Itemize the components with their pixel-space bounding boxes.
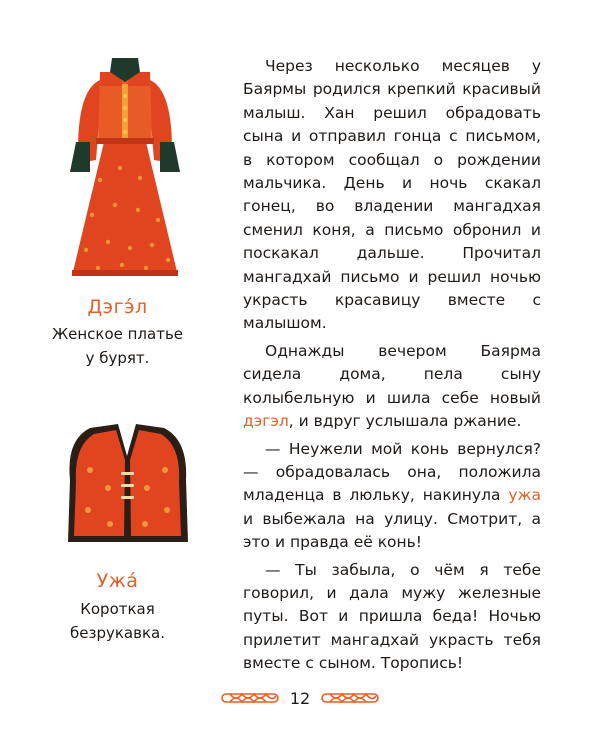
dress-illustration	[60, 50, 190, 282]
glossary-term-degel: Дэгэ́л	[87, 296, 148, 318]
glossary-sidebar	[0, 0, 235, 680]
glossary-definition-degel	[0, 322, 235, 370]
glossary-definition-uzha	[0, 597, 235, 645]
glossary-term-uzha: Ужа́	[96, 570, 139, 592]
text-run: и выбежала на улицу. Смотрит, а это и правда её конь!	[243, 509, 541, 552]
knot-ornament-icon	[320, 691, 380, 705]
paragraph	[243, 340, 541, 434]
definition-line: у бурят.	[85, 349, 150, 367]
paragraph: — Ты забыла, о чём я тебе говорил, и дала мужу железные путы. Вот и пришла беда! Ночью прилетит мангадхай украсть тебя вместе с сыном. Торопись!	[243, 560, 541, 673]
text-run: — Неужели мой конь вернулся? — обрадовалась она, положила младенца в люльку, накинула	[243, 439, 541, 505]
paragraph: Через несколько месяцев у Баярмы родился крепкий красивый малыш. Хан решил обрадовать сына и отправил гонца с письмом, в котором сообщал о рождении мальчика. День и ночь скакал гонец, во владении мангадхая сменил коня, а письмо обронил и поскакал дальше. Прочитал мангадхай письмо и решил ночью украсть красавицу вместе с малышом.	[243, 57, 541, 333]
knot-ornament-icon	[220, 691, 280, 705]
highlighted-term[interactable]: ужа	[508, 486, 541, 505]
vest-illustration	[60, 420, 195, 550]
page-footer	[0, 684, 600, 712]
definition-line: Короткая	[80, 600, 155, 618]
paragraph	[243, 438, 541, 555]
definition-line: безрукавка.	[70, 624, 165, 642]
definition-line: Женское платье	[51, 325, 184, 343]
text-run: Однажды вечером Баярма сидела дома, пела сыну колыбельную и шила себе новый	[243, 341, 541, 407]
story-text	[243, 55, 541, 680]
page-number: 12	[289, 688, 311, 708]
highlighted-term[interactable]: дэгэл	[243, 412, 289, 431]
text-run: , и вдруг услышала ржание.	[288, 412, 522, 431]
